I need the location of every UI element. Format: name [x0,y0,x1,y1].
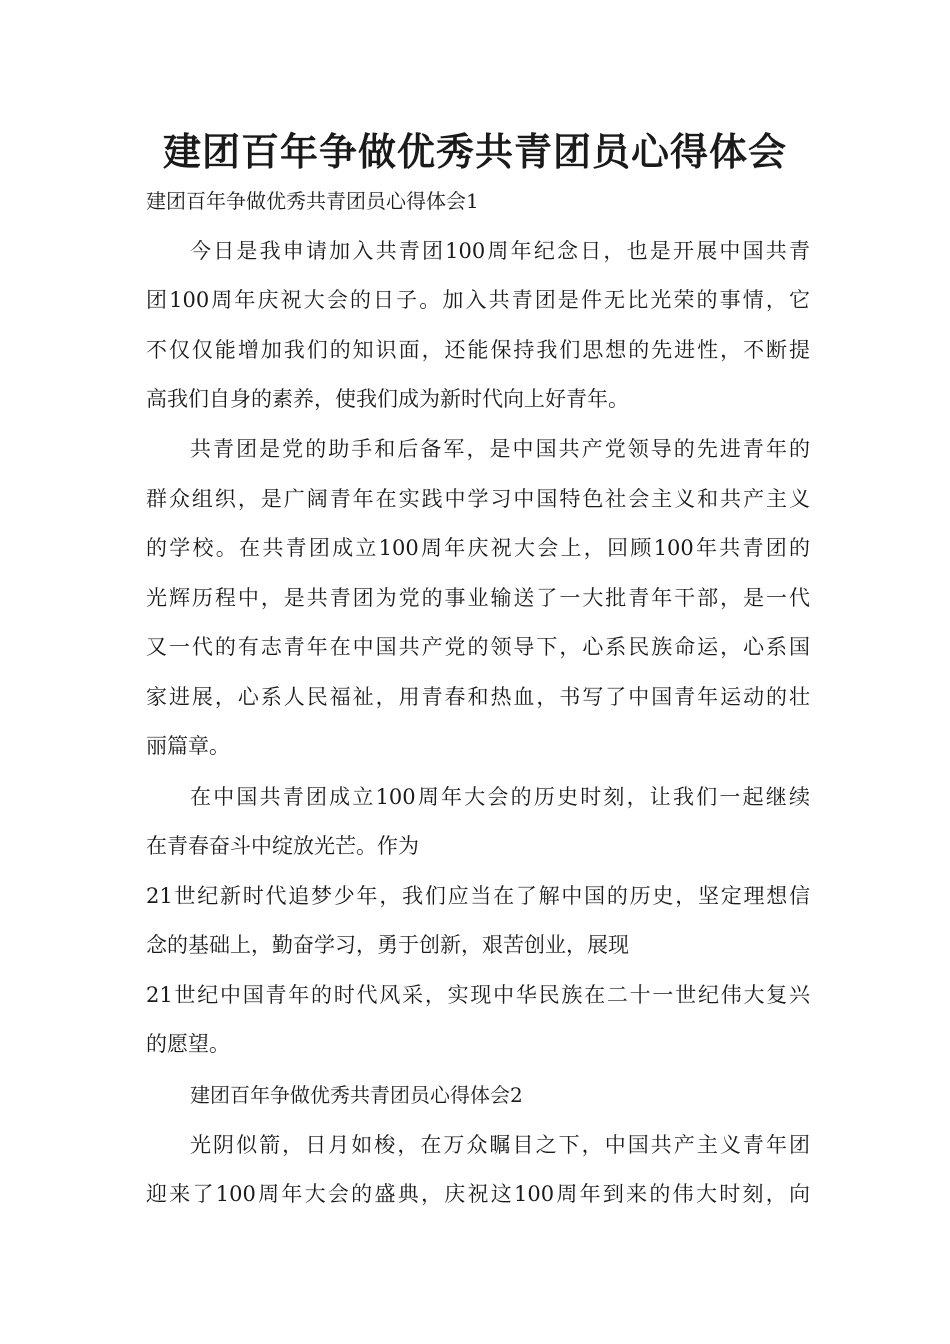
paragraph-line: 团100周年庆祝大会的日子。加入共青团是件无比光荣的事情，它 [146,288,810,312]
paragraph-line: 高我们自身的素养，使我们成为新时代向上好青年。 [146,387,629,411]
paragraph-line: 21世纪新时代追梦少年，我们应当在了解中国的历史，坚定理想信 [146,884,810,908]
paragraph-line: 的学校。在共青团成立100周年庆祝大会上，回顾100年共青团的 [146,536,810,560]
document-title: 建团百年争做优秀共青团员心得体会 [162,130,787,174]
paragraph-line: 群众组织，是广阔青年在实践中学习中国特色社会主义和共产主义 [146,487,810,511]
paragraph-line: 在青春奋斗中绽放光芒。作为 [146,834,419,858]
paragraph-line: 丽篇章。 [146,734,230,758]
paragraph-line: 家进展，心系人民福祉，用青春和热血，书写了中国青年运动的壮 [146,685,810,709]
section-heading-1: 建团百年争做优秀共青团员心得体会1 [146,189,479,213]
paragraph-line: 又一代的有志青年在中国共产党的领导下，心系民族命运，心系国 [146,635,810,659]
paragraph-line: 光辉历程中，是共青团为党的事业输送了一大批青年干部，是一代 [146,586,810,610]
paragraph-line: 21世纪中国青年的时代风采，实现中华民族在二十一世纪伟大复兴 [146,983,810,1007]
section-heading-2: 建团百年争做优秀共青团员心得体会2 [190,1083,523,1107]
paragraph-line: 在中国共青团成立100周年大会的历史时刻，让我们一起继续 [190,785,810,809]
paragraph-line: 共青团是党的助手和后备军，是中国共产党领导的先进青年的 [190,437,810,461]
paragraph-line: 光阴似箭，日月如梭，在万众瞩目之下，中国共产主义青年团 [190,1133,810,1157]
paragraph-line: 的愿望。 [146,1032,230,1056]
paragraph-line: 念的基础上，勤奋学习，勇于创新，艰苦创业，展现 [146,933,629,957]
paragraph-line: 迎来了100周年大会的盛典，庆祝这100周年到来的伟大时刻，向 [146,1182,810,1206]
paragraph-line: 今日是我申请加入共青团100周年纪念日，也是开展中国共青 [190,239,810,263]
paragraph-line: 不仅仅能增加我们的知识面，还能保持我们思想的先进性，不断提 [146,338,810,362]
